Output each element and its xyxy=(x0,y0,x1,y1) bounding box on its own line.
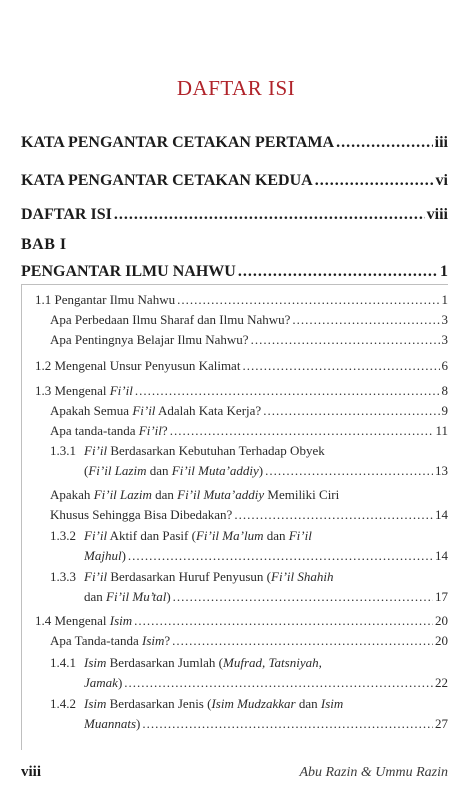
toc-page-number: vi xyxy=(435,172,448,189)
toc-label: 1.3 Mengenal Fi’il xyxy=(35,383,133,398)
toc-page-number: 27 xyxy=(435,716,448,731)
leader-dots xyxy=(234,505,433,525)
section-number: 1.3.2 xyxy=(50,528,76,543)
leader-dots xyxy=(173,587,433,607)
toc-label: KATA PENGANTAR CETAKAN PERTAMA xyxy=(21,134,335,151)
section-number: 1.3.1 xyxy=(50,443,76,458)
toc-entry-section[interactable] xyxy=(35,381,448,401)
chapter-heading: BAB I xyxy=(21,236,67,253)
footer-authors: Abu Razin & Ummu Razin xyxy=(299,765,448,780)
page-title: DAFTAR ISI xyxy=(176,76,296,100)
toc-entry-subsection[interactable] xyxy=(50,505,448,525)
leader-dots xyxy=(128,546,433,566)
toc-entry-major[interactable] xyxy=(21,205,448,225)
toc-page-number: 14 xyxy=(435,507,448,522)
toc-page-number: 13 xyxy=(435,463,448,478)
leader-dots xyxy=(242,356,439,376)
toc-page-number: 3 xyxy=(441,332,448,347)
toc-entry-line[interactable]: 1.3.3 Fi’il Berdasarkan Huruf Penyusun (Fi’il Shahih xyxy=(50,567,333,587)
toc-entry-line[interactable]: 1.3.1 Fi’il Berdasarkan Kebutuhan Terhadap Obyek xyxy=(50,441,325,461)
leader-dots xyxy=(170,421,434,441)
leader-dots xyxy=(292,310,439,330)
toc-label: (Fi’il Lazim dan Fi’il Muta’addiy) xyxy=(84,463,264,478)
leader-dots xyxy=(114,205,425,225)
toc-entry-section[interactable] xyxy=(35,356,448,376)
toc-page-number: 9 xyxy=(441,403,448,418)
toc-page-number: 1 xyxy=(440,263,448,280)
footer-page-number: viii xyxy=(21,764,42,780)
toc-page-number: 3 xyxy=(441,312,448,327)
toc-entry-line[interactable]: 1.4.1 Isim Berdasarkan Jumlah (Mufrad, Tatsniyah, xyxy=(50,653,322,673)
toc-entry-line[interactable]: 1.4.2 Isim Berdasarkan Jenis (Isim Mudzakkar dan Isim xyxy=(50,694,343,714)
section-number: 1.4.1 xyxy=(50,655,76,670)
toc-label: Muannats) xyxy=(84,716,141,731)
toc-label: Apa Perbedaan Ilmu Sharaf dan Ilmu Nahwu? xyxy=(50,312,291,327)
toc-label: Apa tanda-tanda Fi’il? xyxy=(50,423,168,438)
toc-page-number: 20 xyxy=(435,633,448,648)
leader-dots xyxy=(172,631,433,651)
toc-page-number: 6 xyxy=(441,358,448,373)
toc-entry-chapter[interactable] xyxy=(21,262,448,282)
leader-dots xyxy=(251,330,440,350)
leader-dots xyxy=(177,290,439,310)
toc-page-number: 8 xyxy=(441,383,448,398)
toc-label: Khusus Sehingga Bisa Dibedakan? xyxy=(50,507,233,522)
toc-label: Majhul) xyxy=(84,548,126,563)
leader-dots xyxy=(336,133,433,153)
toc-entry-subsection[interactable] xyxy=(84,461,448,481)
leader-dots xyxy=(142,714,433,734)
toc-entry-line[interactable]: Apakah Fi’il Lazim dan Fi’il Muta’addiy Memiliki Ciri xyxy=(50,487,340,502)
toc-entry-subsection[interactable] xyxy=(50,421,448,441)
toc-label: dan Fi’il Mu’tal) xyxy=(84,589,171,604)
toc-page-number: 22 xyxy=(435,675,448,690)
toc-label: KATA PENGANTAR CETAKAN KEDUA xyxy=(21,172,313,189)
toc-entry-line[interactable]: 1.3.2 Fi’il Aktif dan Pasif (Fi’il Ma’lum dan Fi’il xyxy=(50,526,312,546)
toc-label: 1.2 Mengenal Unsur Penyusun Kalimat xyxy=(35,358,241,373)
leader-dots xyxy=(265,461,433,481)
toc-label: PENGANTAR ILMU NAHWU xyxy=(21,263,236,280)
toc-page-number: viii xyxy=(426,206,448,223)
toc-label: 1.1 Pengantar Ilmu Nahwu xyxy=(35,292,176,307)
toc-entry-major[interactable] xyxy=(21,133,448,153)
leader-dots xyxy=(263,401,439,421)
toc-page-number: 20 xyxy=(435,613,448,628)
section-number: 1.4.2 xyxy=(50,696,76,711)
toc-label: Apakah Semua Fi’il Adalah Kata Kerja? xyxy=(50,403,262,418)
section-vertical-rule xyxy=(21,284,22,750)
toc-entry-subsection[interactable] xyxy=(50,310,448,330)
toc-entry-subsection[interactable] xyxy=(50,330,448,350)
toc-entry-subsection[interactable] xyxy=(50,631,448,651)
toc-page-number: 1 xyxy=(441,292,448,307)
toc-entry-subsection[interactable] xyxy=(84,546,448,566)
toc-entry-section[interactable] xyxy=(35,290,448,310)
leader-dots xyxy=(134,611,433,631)
toc-entry-subsection[interactable] xyxy=(84,587,448,607)
toc-entry-subsection[interactable] xyxy=(84,714,448,734)
leader-dots xyxy=(135,381,440,401)
toc-label: Jamak) xyxy=(84,675,123,690)
toc-label: DAFTAR ISI xyxy=(21,206,112,223)
toc-entry-section[interactable] xyxy=(35,611,448,631)
toc-page-number: 14 xyxy=(435,548,448,563)
chapter-divider xyxy=(21,284,448,285)
leader-dots xyxy=(124,673,433,693)
toc-entry-subsection[interactable] xyxy=(84,673,448,693)
toc-entry-major[interactable] xyxy=(21,171,448,191)
toc-page-number: 11 xyxy=(435,423,448,438)
leader-dots xyxy=(315,171,434,191)
toc-page-number: 17 xyxy=(435,589,448,604)
toc-entry-subsection[interactable] xyxy=(50,401,448,421)
toc-page-number: iii xyxy=(434,134,448,151)
leader-dots xyxy=(238,262,438,282)
toc-label: 1.4 Mengenal Isim xyxy=(35,613,133,628)
toc-label: Apa Tanda-tanda Isim? xyxy=(50,633,171,648)
toc-label: Apa Pentingnya Belajar Ilmu Nahwu? xyxy=(50,332,249,347)
section-number: 1.3.3 xyxy=(50,569,76,584)
